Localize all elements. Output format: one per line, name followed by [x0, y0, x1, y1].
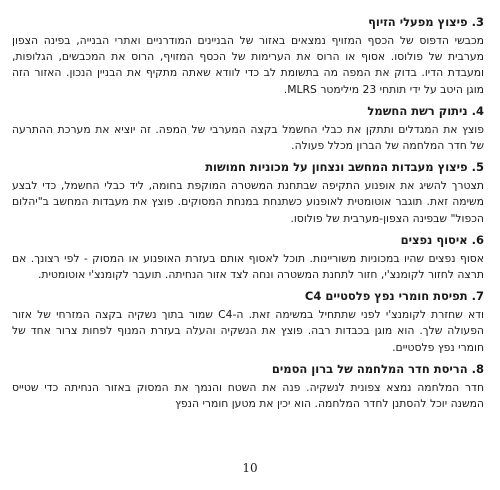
section-heading: 6. איסוף נפצים — [400, 232, 484, 247]
section-body: מכבשי הדפוס של הכסף המזויף נמצאים באזור של הבניינים המודרניים ואתרי הבנייה, בפינה הצפון מערבית של פולוסו. אסוף או הרוס את הערימות של הכסף המזויף, הרוס את המכבשים, הגלופות, ומעבדת הדיו. בדוק את המפה מה בתשומת לב כדי לוודא שאתה מתקיף את הבניין הנכון. האזור הזה מוגן היטב על ידי תותחי 23 מילימטר MLRS. — [12, 34, 484, 96]
section-body: חדר המלחמה נמצא צפונית לנשקיה. פנה את השטח והנמך את המסוק באזור הנחיתה כדי שטייס המשנה יוכל להסתנן לחדר המלחמה. הוא יכין את מטען חומרי הנפץ — [12, 380, 484, 411]
section-heading: 8. הריסת חדר המלחמה של ברון הסמים — [271, 361, 484, 376]
section-heading: 5. פיצוץ מעבדות המחשב ונצחון על מכוניות חמושות — [205, 160, 484, 175]
section-5 — [12, 159, 484, 227]
section-heading: 3. פיצוץ מפעלי הזיוף — [368, 15, 484, 29]
section-4 — [12, 103, 484, 154]
section-8 — [12, 361, 484, 412]
section-7 — [12, 288, 484, 356]
section-6 — [12, 232, 484, 283]
section-heading: 4. ניתוק רשת החשמל — [367, 103, 484, 118]
section-body: פוצץ את המגדלים ותתקן את כבלי החשמל בקצה המערבי של המפה. זה יוציא את מערכת ההתרעה של חדר המלחמה של הברון מכלל פעולה. — [12, 122, 484, 153]
section-body: תצטרך להשיג את אופנוע התקיפה שבתחנת המשטרה המוקפת בחומה, ליד כבלי החשמל, כדי לבצע משימה זאת. תוגבר אוטומטית לאופנוע כשתנחת במנחת המסוקים. פוצץ את מעבדות המחשב ב"יהלום הכפול" שבפינה הצפון-מערבית של פולוסו. — [12, 179, 484, 225]
section-3 — [12, 14, 484, 98]
section-body: אסוף נפצים שהיו במכוניות משוריינות. תוכל לאסוף אותם בעזרת האופנוע או המסוק - לפי רצונך. אם תרצה לחזור לקומנצ'י, חזור לתחנת המשטרה ונחה לצד אזור הנחיתה. תועבר לקומנצ'י אוטומטית. — [12, 251, 484, 282]
page-number: 10 — [242, 461, 258, 475]
section-heading: 7. תפיסת חומרי נפץ פלסטיים C4 — [304, 289, 484, 304]
section-body: ודא שחזרת לקומנצ'י לפני שתתחיל במשימה זאת. ה-C4 שמור בתוך נשקיה בקצה המזרחי של אזור הפעולה שלך. הוא מוגן בכבדות רבה. פוצץ את הנשקיה והעלה בעזרת המנוף לפחות צרור אחד של חומרי נפץ פלסטיים. — [12, 308, 484, 354]
